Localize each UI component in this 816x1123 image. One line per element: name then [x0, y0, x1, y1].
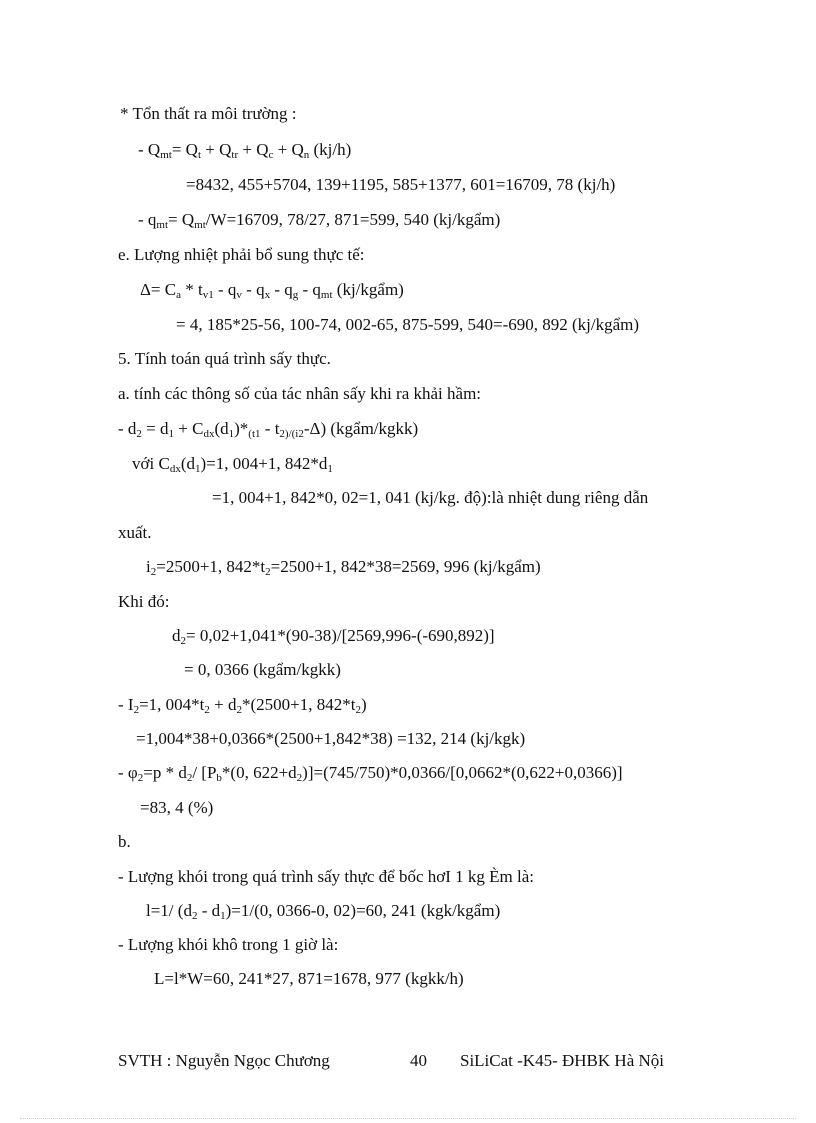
formula-q-mt-value: =8432, 455+5704, 139+1195, 585+1377, 601=16709, 78 (kj/h)	[186, 175, 616, 194]
text-smoke-amount: - Lượng khói trong quá trình sấy thực để bốc hơI 1 kg Èm là:	[118, 867, 534, 886]
formula-subscript: mt	[320, 289, 333, 301]
formula-q-mt-specific	[138, 209, 500, 231]
formula-text: (d	[214, 419, 229, 438]
formula-q-mt	[138, 139, 351, 161]
footer-author: SVTH : Nguyễn Ngọc Chương	[118, 1051, 330, 1070]
formula-text: =1, 004*t	[139, 695, 205, 714]
formula-text: )=1/(0, 0366-0, 02)=60, 241 (kgk/kgẩm)	[225, 901, 501, 920]
formula-text: + d	[209, 695, 237, 714]
formula-subscript: 1	[228, 428, 235, 440]
formula-text: - Q	[138, 140, 161, 159]
formula-i2-enthalpy	[118, 694, 367, 716]
formula-text: - q	[241, 280, 265, 299]
formula-subscript: 2	[296, 772, 303, 784]
formula-text: )*	[234, 419, 249, 438]
formula-subscript: 1	[327, 463, 333, 475]
formula-text: *(0, 622+d	[221, 763, 297, 782]
formula-subscript: tr	[231, 149, 239, 161]
formula-text: - I	[118, 695, 134, 714]
formula-subscript: 2)/(i2	[279, 428, 304, 440]
formula-subscript: x	[264, 289, 271, 301]
formula-text: = Q	[171, 140, 198, 159]
formula-subscript: v1	[202, 289, 214, 301]
formula-subscript: 2	[265, 566, 271, 578]
formula-d2	[118, 418, 418, 440]
subsection-heading-agent-params: a. tính các thông số của tác nhân sấy khi ra khải hầm:	[118, 384, 482, 403]
formula-phi2-result: =83, 4 (%)	[140, 798, 214, 817]
subsection-heading-b: b.	[118, 832, 131, 851]
formula-subscript: a	[176, 289, 181, 301]
formula-subscript: 2	[136, 428, 142, 440]
formula-subscript: n	[303, 149, 310, 161]
formula-text: + Q	[273, 140, 304, 159]
footer-school: SiLiCat -K45- ĐHBK Hà Nội	[460, 1051, 664, 1070]
formula-subscript: g	[292, 289, 299, 301]
formula-subscript: (t1	[248, 428, 261, 440]
formula-delta-value: = 4, 185*25-56, 100-74, 002-65, 875-599, 540=-690, 892 (kj/kgẩm)	[176, 315, 640, 334]
formula-subscript: 2	[355, 704, 361, 716]
text-dry-smoke-hour: - Lượng khói khô trong 1 giờ là:	[118, 935, 339, 954]
formula-text: (kj/h)	[309, 140, 352, 159]
formula-text: - q	[213, 280, 237, 299]
formula-text: (kj/kgẩm)	[332, 280, 404, 299]
formula-text: + C	[174, 419, 204, 438]
formula-subscript: 2	[204, 704, 210, 716]
formula-cdx-value: =1, 004+1, 842*0, 02=1, 041 (kj/kg. độ):là nhiệt dung riêng dẫn	[212, 488, 649, 507]
formula-subscript: 2	[186, 772, 193, 784]
formula-subscript: mt	[160, 149, 172, 161]
formula-text: với C	[132, 454, 170, 473]
formula-phi2	[118, 762, 623, 784]
formula-subscript: 2	[236, 704, 242, 716]
formula-subscript: 1	[220, 910, 226, 922]
formula-text: =2500+1, 842*t	[156, 557, 266, 576]
formula-delta	[140, 279, 404, 301]
formula-text: / [P	[192, 763, 217, 782]
formula-text: -Δ) (kgẩm/kgkk)	[303, 419, 419, 438]
formula-subscript: 2	[191, 910, 198, 922]
formula-text: - q	[270, 280, 293, 299]
formula-text: )	[360, 695, 367, 714]
formula-d2-result: = 0, 0366 (kgẩm/kgkk)	[184, 660, 341, 679]
formula-text: - q	[298, 280, 321, 299]
formula-text: = Q	[168, 210, 195, 229]
formula-subscript: t	[197, 149, 202, 161]
formula-text: )]=(745/750)*0,0366/[0,0662*(0,622+0,0366)]	[302, 763, 623, 782]
formula-L: L=l*W=60, 241*27, 871=1678, 977 (kgkk/h)	[154, 969, 464, 988]
formula-subscript: mt	[194, 219, 206, 231]
formula-subscript: 2	[150, 566, 157, 578]
formula-text: + Q	[201, 140, 232, 159]
formula-text: = 0,02+1,041*(90-38)/[2569,996-(-690,892)]	[186, 626, 495, 645]
formula-subscript: v	[236, 289, 242, 301]
formula-text: * t	[181, 280, 203, 299]
text-then: Khi đó:	[118, 592, 170, 611]
formula-text: Δ= C	[140, 280, 177, 299]
formula-text: - t	[260, 419, 280, 438]
formula-cdx	[132, 453, 333, 475]
formula-i2-enthalpy-value: =1,004*38+0,0366*(2500+1,842*38) =132, 214 (kj/kgk)	[136, 729, 526, 748]
text-continuation: xuất.	[118, 523, 152, 542]
formula-text: = d	[141, 419, 169, 438]
section-heading-environment-loss: * Tổn thất ra môi trường :	[120, 104, 297, 123]
formula-text: /W=16709, 78/27, 871=599, 540 (kj/kgẩm)	[205, 210, 501, 229]
formula-text: i	[146, 557, 151, 576]
section-heading-real-drying: 5. Tính toán quá trình sấy thực.	[118, 349, 331, 368]
formula-text: - d	[197, 901, 221, 920]
formula-text: =2500+1, 842*38=2569, 996 (kj/kgẩm)	[270, 557, 541, 576]
formula-text: *(2500+1, 842*t	[241, 695, 356, 714]
formula-subscript: 1	[194, 463, 201, 475]
formula-subscript: 2	[180, 635, 186, 647]
formula-text: - φ	[118, 763, 138, 782]
formula-text: d	[172, 626, 181, 645]
formula-subscript: b	[216, 772, 222, 784]
formula-subscript: 2	[137, 772, 144, 784]
formula-subscript: dx	[203, 428, 215, 440]
formula-text: - d	[118, 419, 137, 438]
formula-text: (d	[180, 454, 195, 473]
formula-subscript: 1	[168, 428, 175, 440]
formula-d2-value	[172, 625, 495, 647]
formula-i2	[146, 556, 541, 578]
formula-subscript: 2	[133, 704, 140, 716]
formula-text: =p * d	[143, 763, 187, 782]
formula-text: )=1, 004+1, 842*d	[200, 454, 328, 473]
footer-page-number: 40	[410, 1051, 427, 1070]
formula-text: + Q	[238, 140, 269, 159]
formula-subscript: dx	[169, 463, 181, 475]
formula-subscript: mt	[156, 219, 169, 231]
formula-text: l=1/ (d	[146, 901, 192, 920]
formula-subscript: c	[268, 149, 274, 161]
section-heading-heat-supply: e. Lượng nhiệt phải bổ sung thực tế:	[118, 245, 365, 264]
formula-l	[146, 900, 500, 922]
page-bottom-edge	[20, 1118, 796, 1119]
formula-text: - q	[138, 210, 157, 229]
